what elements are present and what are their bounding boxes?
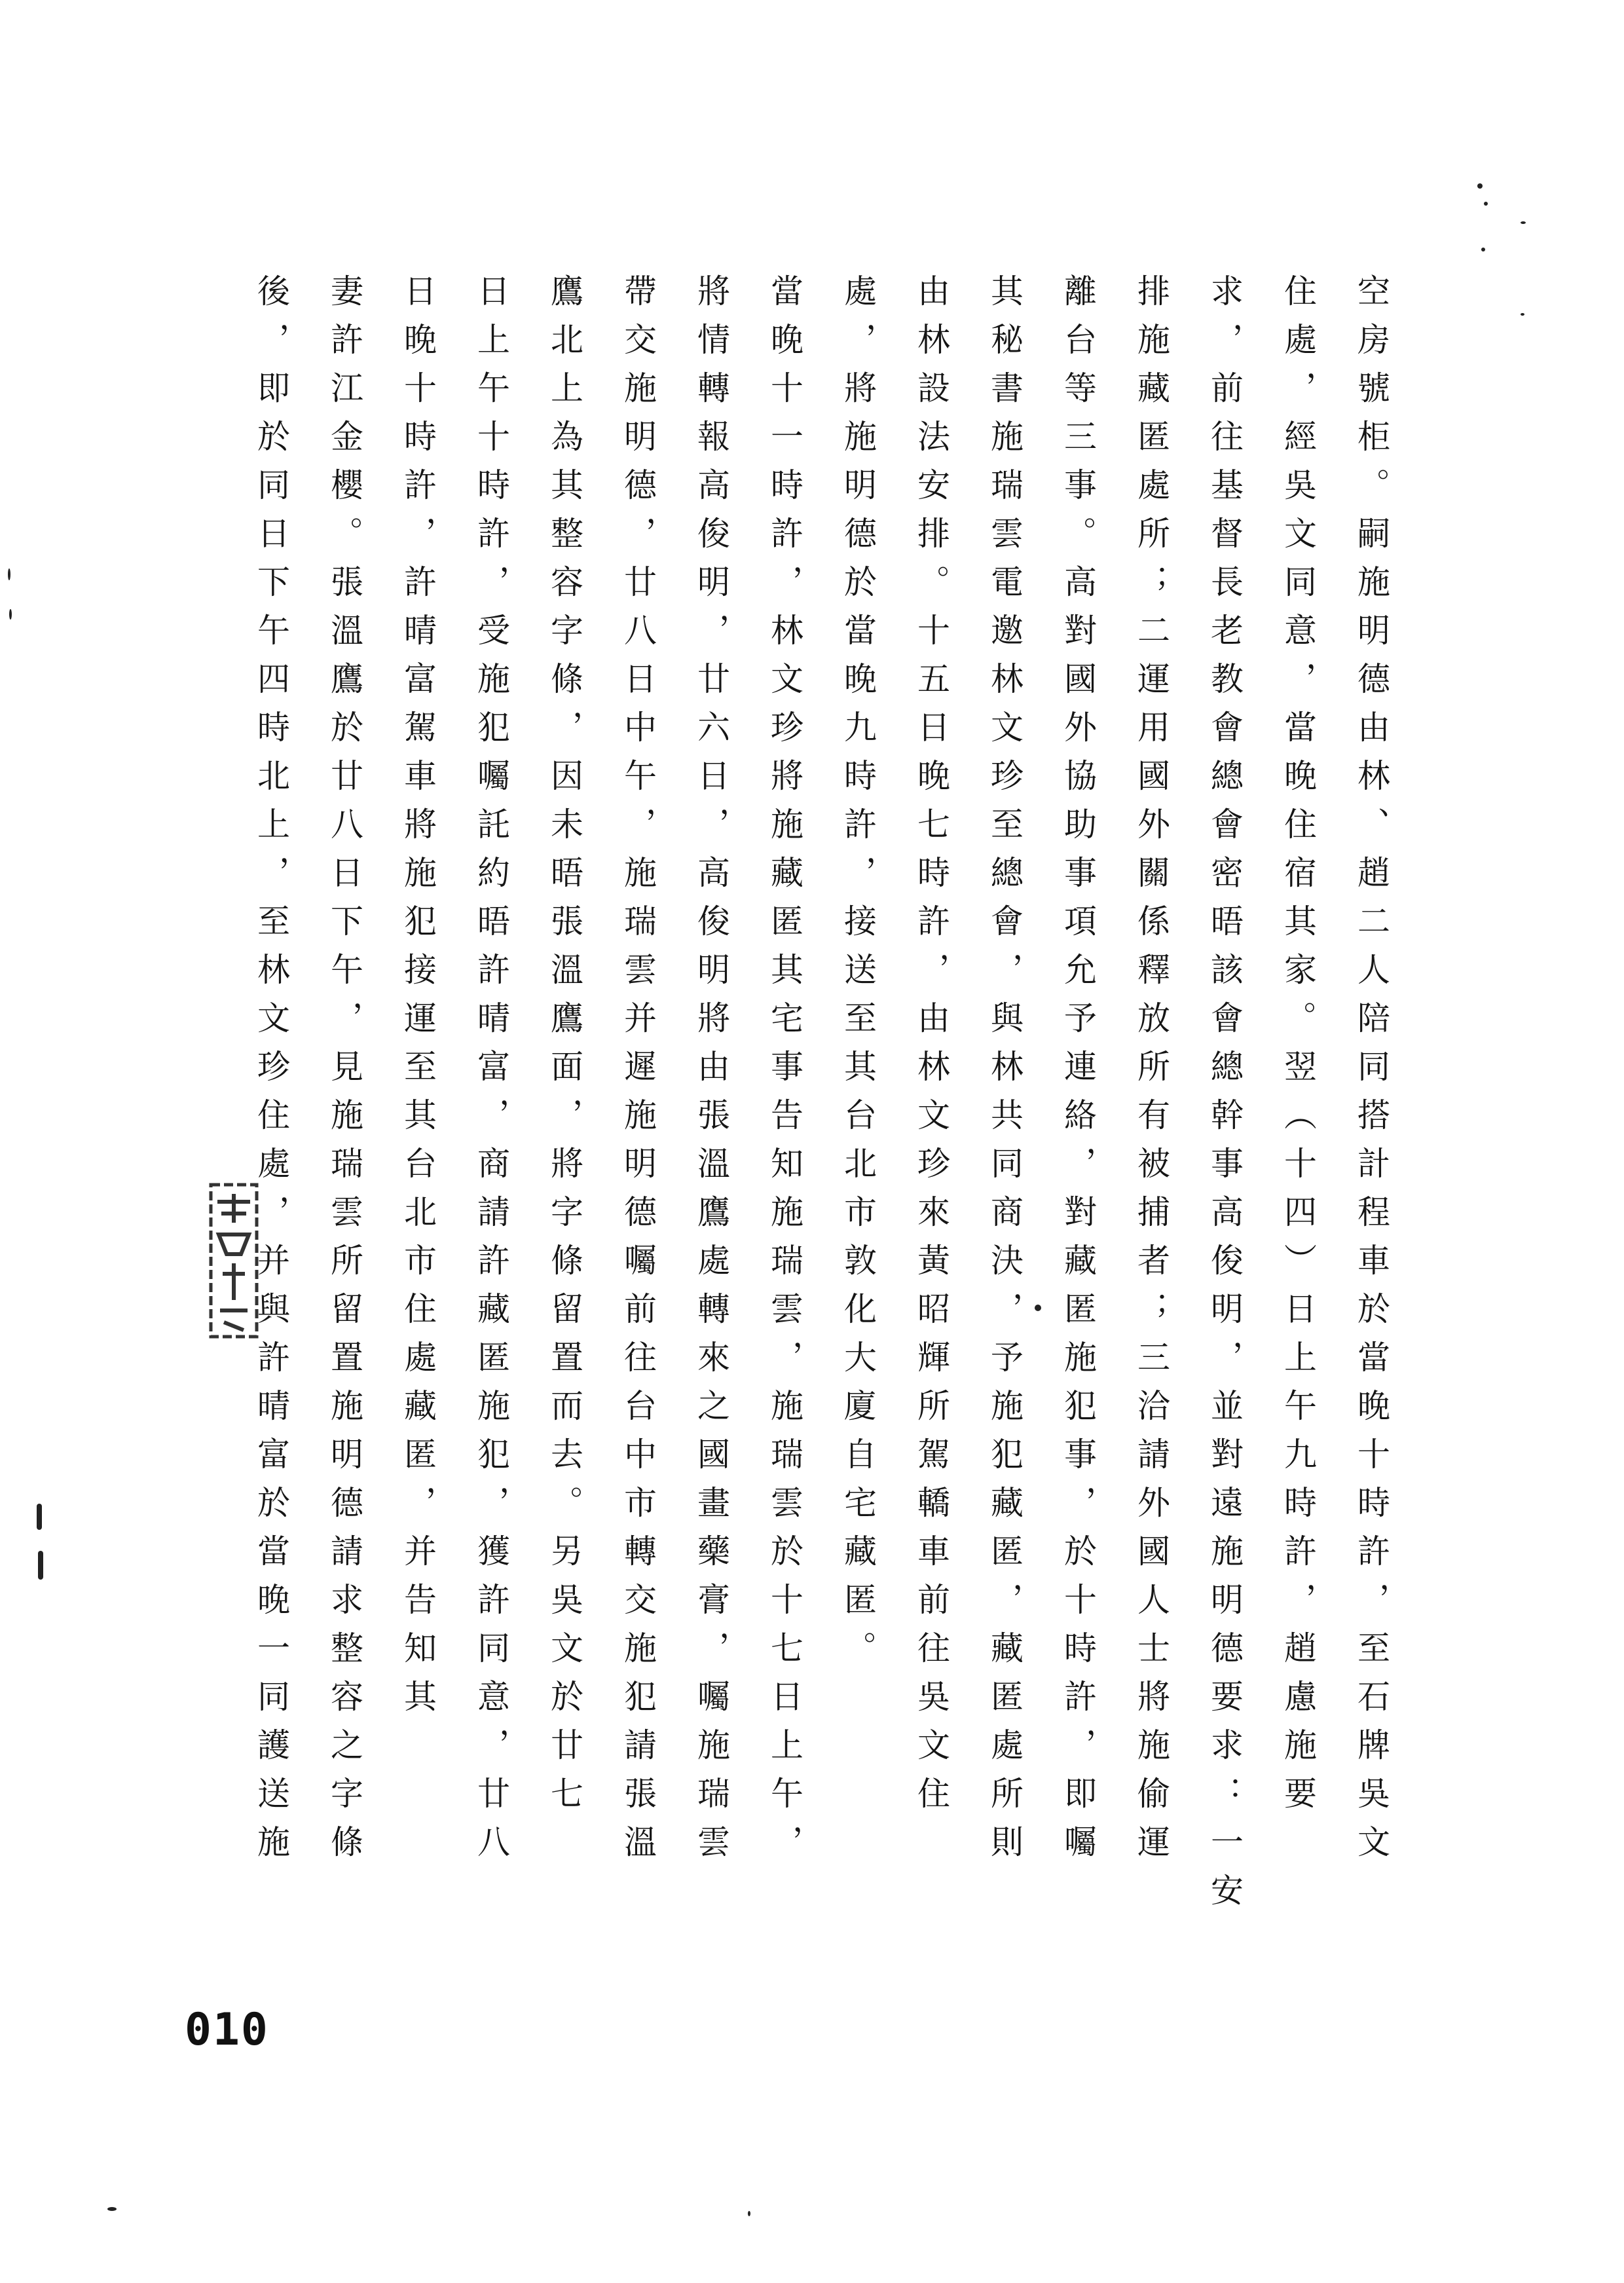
text-column: 鷹北上為其整容字條，因未晤張溫鷹面，將字條留置而去。另吳文於廿七 <box>545 274 583 1825</box>
text-column: 帶交施明德，廿八日中午，施瑞雲并遲施明德囑前往台中市轉交施犯請張溫 <box>619 274 657 1873</box>
scan-speck <box>1521 313 1524 316</box>
margin-mark <box>8 568 10 580</box>
text-column: 日晚十時許，許晴富駕車將施犯接運至其台北市住處藏匿，并告知其 <box>399 274 437 1728</box>
text-column: 其秘書施瑞雲電邀林文珍至總會，與林共同商決，予施犯藏匿，藏匿處所則 <box>986 274 1024 1873</box>
text-column: 將情轉報高俊明，廿六日，高俊明將由張溫鷹處轉來之國畫藥膏，囑施瑞雲 <box>692 274 730 1873</box>
scan-speck <box>1521 221 1526 224</box>
text-column: 空房號柜。嗣施明德由林、趙二人陪同搭計程車於當晚十時許，至石牌吳文 <box>1352 274 1390 1873</box>
archive-seal-stamp <box>208 1182 259 1339</box>
text-column: 由林設法安排。十五日晚七時許，由林文珍來黃昭輝所駕轎車前往吳文住 <box>912 274 950 1825</box>
text-column: 求，前往基督長老教會總會密晤該會總幹事高俊明，並對遠施明德要求：一安 <box>1206 274 1244 1921</box>
text-column: 妻許江金櫻。張溫鷹於廿八日下午，見施瑞雲所留置施明德請求整容之字條 <box>325 274 363 1873</box>
text-column: 後，即於同日下午四時北上，至林文珍住處，并與許晴富於當晚一同護送施 <box>252 274 290 1873</box>
scan-speck <box>748 2211 750 2216</box>
text-column: 當晚十一時許，林文珍將施藏匿其宅事告知施瑞雲，施瑞雲於十七日上午， <box>766 274 803 1873</box>
margin-mark <box>9 609 12 620</box>
scan-speck <box>1035 1305 1041 1311</box>
margin-mark <box>38 1551 43 1580</box>
text-column: 住處，經吳文同意，當晚住宿其家。翌（十四）日上午九時許，趙慮施要 <box>1279 274 1317 1825</box>
text-column: 日上午十時許，受施犯囑託約晤許晴富，商請許藏匿施犯，獲許同意，廿八 <box>472 274 510 1873</box>
scan-speck <box>107 2207 117 2211</box>
text-column: 排施藏匿處所；二運用國外關係釋放所有被捕者；三洽請外國人士將施偷運 <box>1132 274 1170 1873</box>
margin-mark <box>37 1504 42 1530</box>
page-number: 010 <box>185 2004 269 2056</box>
scan-speck <box>1481 248 1485 251</box>
text-column: 處，將施明德於當晚九時許，接送至其台北市敦化大廈自宅藏匿。 <box>839 274 877 1679</box>
scan-speck <box>1484 202 1488 206</box>
scan-speck <box>1477 183 1483 189</box>
text-column: 離台等三事。高對國外協助事項允予連絡，對藏匿施犯事，於十時許，即囑 <box>1059 274 1097 1873</box>
